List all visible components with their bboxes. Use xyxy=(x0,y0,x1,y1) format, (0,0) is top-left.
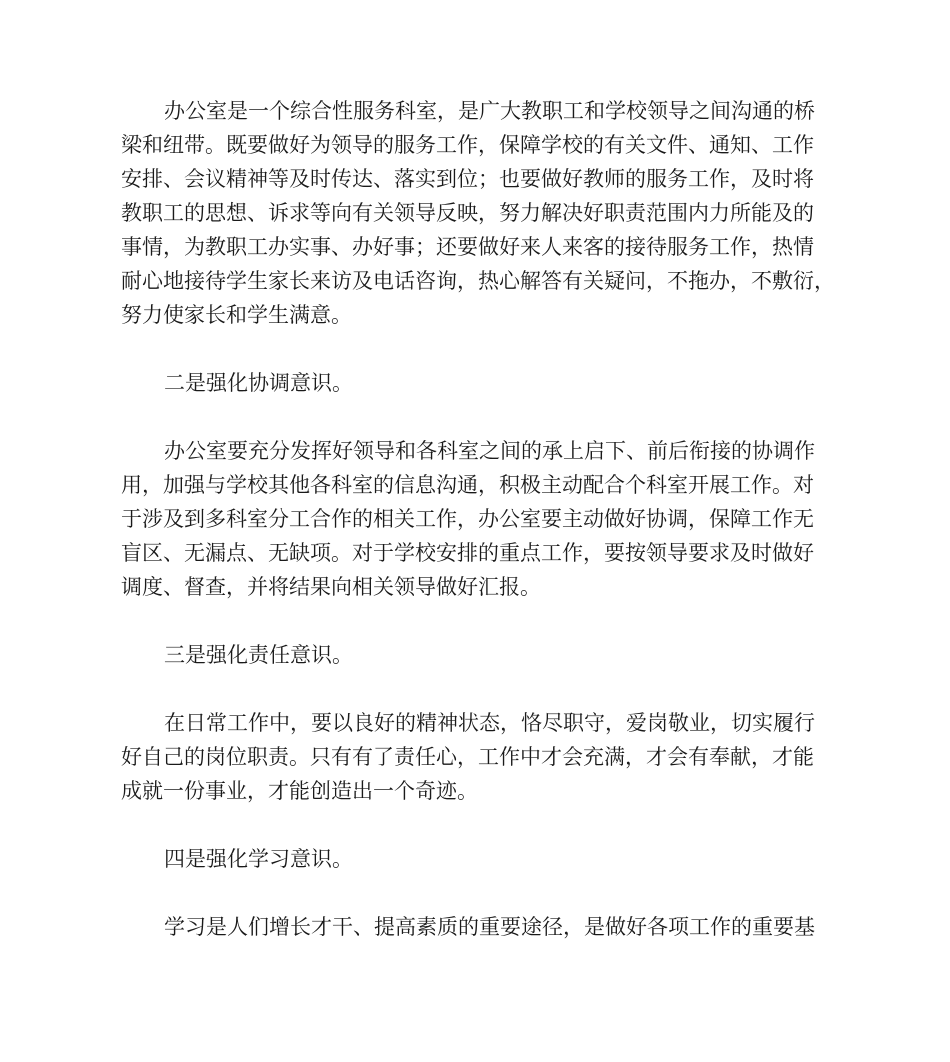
paragraph-spacer xyxy=(121,876,837,910)
heading-responsibility xyxy=(121,638,837,672)
paragraph-line: 教职工的思想、诉求等向有关领导反映，努力解决好职责范围内力所能及的 xyxy=(121,201,814,225)
document-body xyxy=(121,94,837,944)
paragraph-line: 耐心地接待学生家长来访及电话咨询，热心解答有关疑问，不拖办，不敷衍， xyxy=(121,269,835,293)
paragraph-line: 学习是人们增长才干、提高素质的重要途径，是做好各项工作的重要基 xyxy=(164,915,815,939)
paragraph-line: 成就一份事业，才能创造出一个奇迹。 xyxy=(121,779,478,803)
paragraph-spacer xyxy=(121,604,837,638)
paragraph-line: 盲区、无漏点、无缺项。对于学校安排的重点工作，要按领导要求及时做好 xyxy=(121,541,814,565)
paragraph-learning xyxy=(121,910,837,944)
paragraph-spacer xyxy=(121,808,837,842)
heading-learning xyxy=(121,842,837,876)
paragraph-line: 好自己的岗位职责。只有有了责任心，工作中才会充满，才会有奉献，才能 xyxy=(121,745,814,769)
paragraph-spacer xyxy=(121,672,837,706)
paragraph-line: 安排、会议精神等及时传达、落实到位；也要做好教师的服务工作，及时将 xyxy=(121,167,814,191)
paragraph-line: 办公室是一个综合性服务科室，是广大教职工和学校领导之间沟通的桥 xyxy=(164,99,815,123)
paragraph-line: 在日常工作中，要以良好的精神状态，恪尽职守，爱岗敬业，切实履行 xyxy=(164,711,815,735)
section-heading: 四是强化学习意识。 xyxy=(164,847,353,871)
paragraph-spacer xyxy=(121,332,837,366)
paragraph-line: 事情，为教职工办实事、办好事；还要做好来人来客的接待服务工作，热情 xyxy=(121,235,814,259)
paragraph-line: 调度、督查，并将结果向相关领导做好汇报。 xyxy=(121,575,541,599)
paragraph-spacer xyxy=(121,400,837,434)
paragraph-line: 用，加强与学校其他各科室的信息沟通，积极主动配合个科室开展工作。对 xyxy=(121,473,814,497)
paragraph-office-service xyxy=(121,94,837,332)
paragraph-responsibility xyxy=(121,706,837,808)
paragraph-line: 梁和纽带。既要做好为领导的服务工作，保障学校的有关文件、通知、工作 xyxy=(121,133,814,157)
paragraph-line: 于涉及到多科室分工合作的相关工作，办公室要主动做好协调，保障工作无 xyxy=(121,507,814,531)
paragraph-line: 努力使家长和学生满意。 xyxy=(121,303,352,327)
paragraph-line: 办公室要充分发挥好领导和各科室之间的承上启下、前后衔接的协调作 xyxy=(164,439,815,463)
section-heading: 二是强化协调意识。 xyxy=(164,371,353,395)
section-heading: 三是强化责任意识。 xyxy=(164,643,353,667)
heading-coordination xyxy=(121,366,837,400)
paragraph-coordination xyxy=(121,434,837,604)
